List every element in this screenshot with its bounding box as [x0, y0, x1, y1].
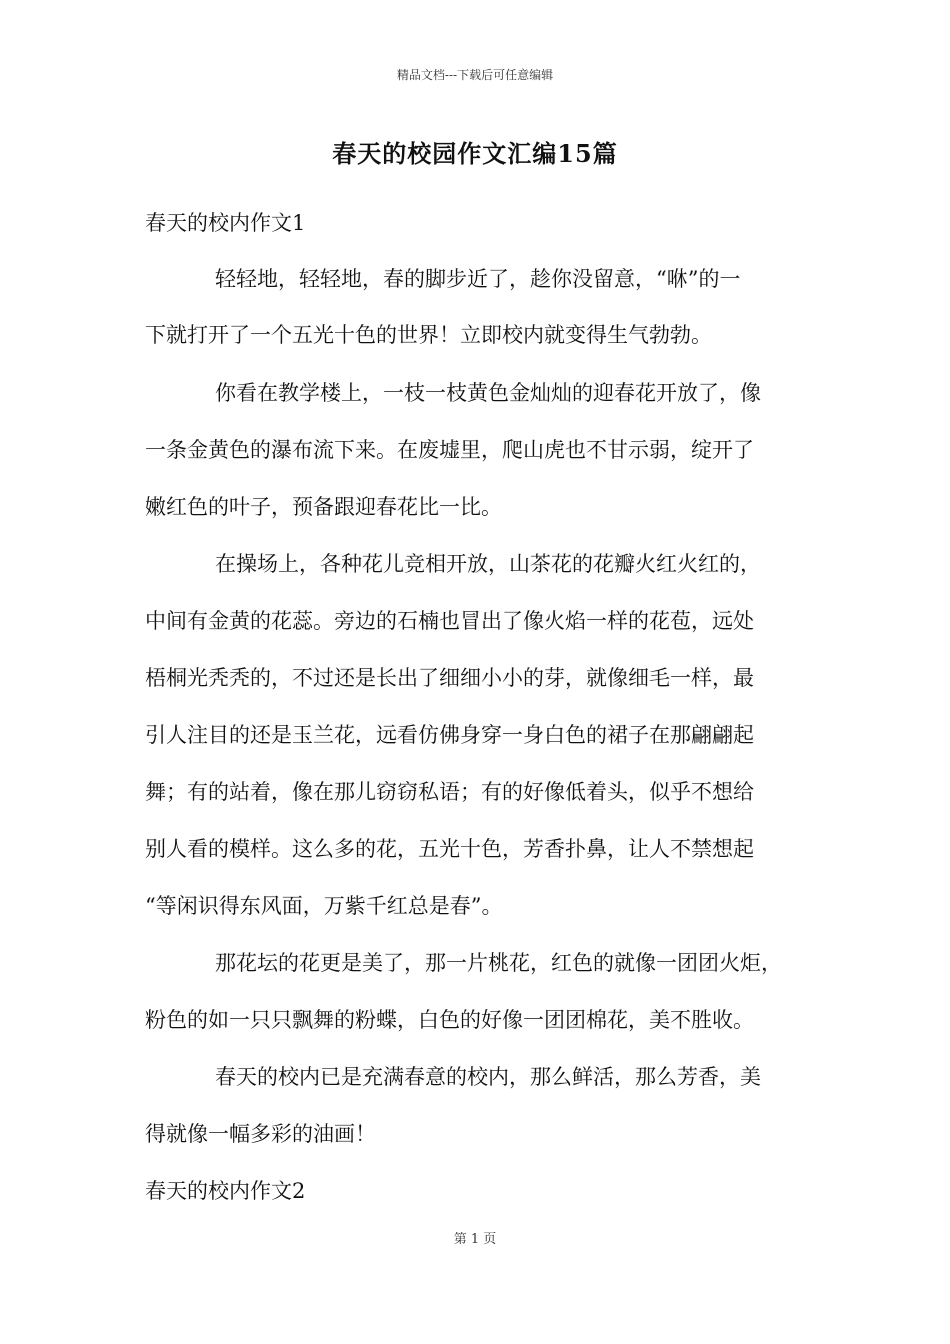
paragraph-line: 引人注目的还是玉兰花，远看仿佛身穿一身白色的裙子在那翩翩起: [145, 723, 754, 747]
paragraph-line: 春天的校内已是充满春意的校内，那么鲜活，那么芳香，美: [215, 1065, 761, 1089]
paragraph-line: 粉色的如一只只飘舞的粉蝶，白色的好像一团团棉花，美不胜收。: [145, 1008, 754, 1032]
paragraph-line: 梧桐光秃秃的，不过还是长出了细细小小的芽，就像细毛一样，最: [145, 666, 754, 690]
paragraph-line: 得就像一幅多彩的油画！: [145, 1122, 376, 1146]
paragraph-line: “等闲识得东风面，万紫千红总是春”。: [145, 894, 503, 918]
paragraph-line: 舞；有的站着，像在那儿窃窃私语；有的好像低着头，似乎不想给: [145, 780, 754, 804]
essay-heading-1: 春天的校内作文1: [145, 211, 306, 235]
paragraph-line: 中间有金黄的花蕊。旁边的石楠也冒出了像火焰一样的花苞，远处: [145, 609, 754, 633]
paragraph-line: 在操场上，各种花儿竞相开放，山茶花的花瓣火红火红的，: [215, 552, 761, 576]
document-title: 春天的校园作文汇编15篇: [332, 139, 618, 168]
paragraph-line: 轻轻地，轻轻地，春的脚步近了，趁你没留意，“咻”的一: [215, 267, 741, 291]
paragraph-line: 下就打开了一个五光十色的世界！立即校内就变得生气勃勃。: [145, 323, 712, 347]
paragraph-line: 那花坛的花更是美了，那一片桃花，红色的就像一团团火炬，: [215, 951, 782, 975]
paragraph-line: 别人看的模样。这么多的花，五光十色，芳香扑鼻，让人不禁想起: [145, 837, 754, 861]
header-note: 精品文档---下载后可任意编辑: [396, 68, 554, 82]
paragraph-line: 一条金黄色的瀑布流下来。在废墟里，爬山虎也不甘示弱，绽开了: [145, 438, 754, 462]
page-number: 第 1 页: [453, 1232, 497, 1247]
essay-heading-2: 春天的校内作文2: [145, 1179, 306, 1203]
paragraph-line: 你看在教学楼上，一枝一枝黄色金灿灿的迎春花开放了，像: [215, 381, 761, 405]
paragraph-line: 嫩红色的叶子，预备跟迎春花比一比。: [145, 495, 502, 519]
